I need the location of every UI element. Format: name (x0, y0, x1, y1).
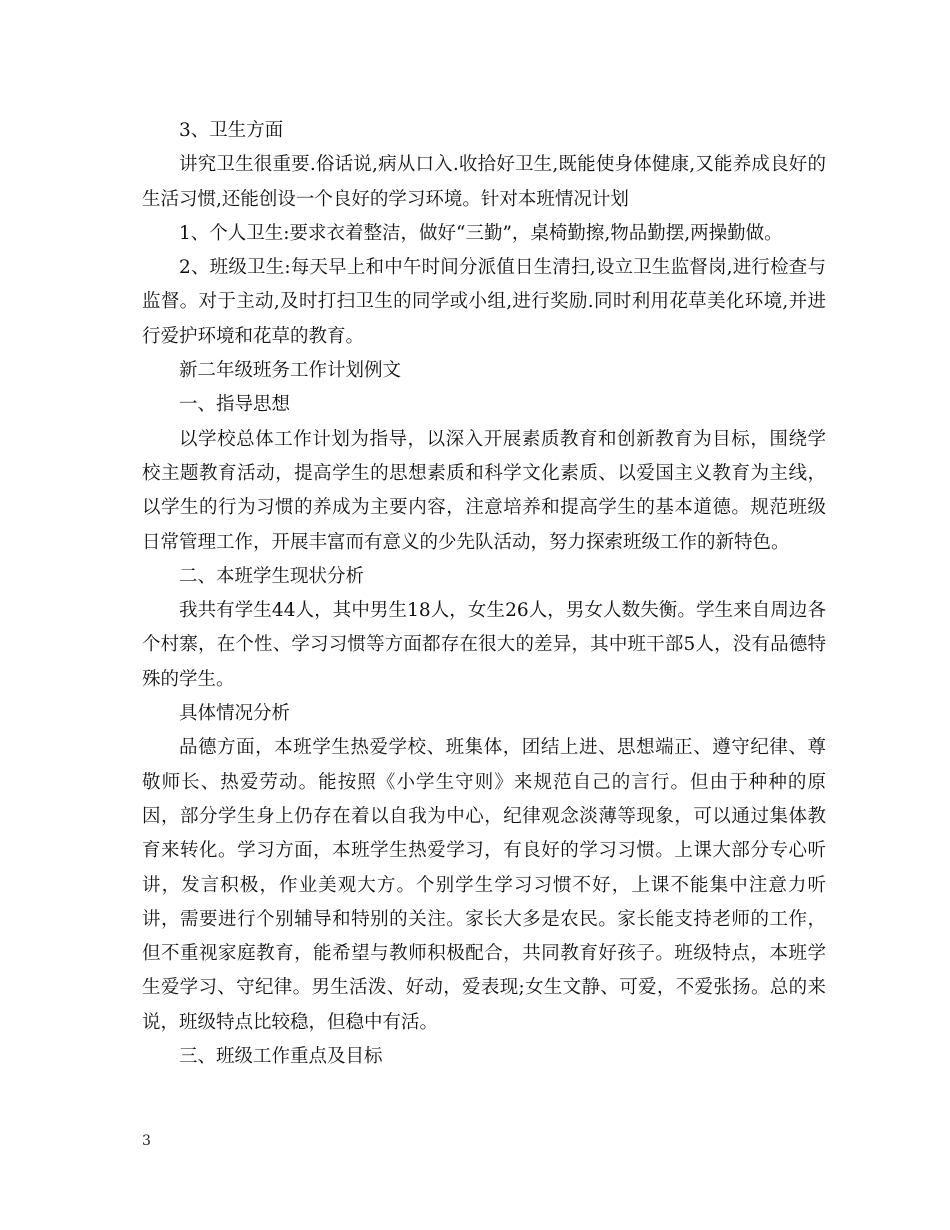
paragraph-guiding-thought: 以学校总体工作计划为指导，以深入开展素质教育和创新教育为目标，围绕学校主题教育活动，提高学生的思想素质和科学文化素质、以爱国主义教育为主线，以学生的行为习惯的养成为主要内容，注意培养和提高学生的基本道德。规范班级日常管理工作，开展丰富而有意义的少先队活动，努力探索班级工作的新特色。 (142, 428, 826, 553)
paragraph-hygiene-intro: 讲究卫生很重要.俗话说,病从口入.收拾好卫生,既能使身体健康,又能养成良好的生活习惯,还能创设一个良好的学习环境。针对本班情况计划 (142, 154, 826, 210)
page-number: 3 (142, 1133, 151, 1149)
document-title: 新二年级班务工作计划例文 (179, 360, 402, 382)
section-heading-detailed-analysis: 具体情况分析 (179, 703, 291, 725)
section-heading-hygiene: 3、卫生方面 (179, 120, 284, 141)
section-heading-guiding-thought: 一、指导思想 (179, 394, 291, 416)
paragraph-class-hygiene: 2、班级卫生:每天早上和中午时间分派值日生清扫,设立卫生监督岗,进行检查与监督。对于主动,及时打扫卫生的同学或小组,进行奖励.同时利用花草美化环境,并进行爱护环境和花草的教育。 (142, 257, 826, 347)
paragraph-detailed-analysis: 品德方面，本班学生热爱学校、班集体，团结上进、思想端正、遵守纪律、尊敬师长、热爱劳动。能按照《小学生守则》来规范自己的言行。但由于种种的原因，部分学生身上仍存在着以自我为中心，纪律观念淡薄等现象，可以通过集体教育来转化。学习方面，本班学生热爱学习，有良好的学习习惯。上课大部分专心听讲，发言积极，作业美观大方。个别学生学习习惯不好，上课不能集中注意力听讲，需要进行个别辅导和特别的关注。家长大多是农民。家长能支持老师的工作，但不重视家庭教育，能希望与教师积极配合，共同教育好孩子。班级特点，本班学生爱学习、守纪律。男生活泼、好动，爱表现;女生文静、可爱，不爱张扬。总的来说，班级特点比较稳，但稳中有活。 (142, 737, 826, 1033)
paragraph-student-count: 我共有学生44人，其中男生18人，女生26人，男女人数失衡。学生来自周边各个村寨，在个性、学习习惯等方面都存在很大的差异，其中班干部5人，没有品德特殊的学生。 (142, 600, 826, 690)
section-heading-status-analysis: 二、本班学生现状分析 (179, 565, 365, 587)
section-heading-work-focus: 三、班级工作重点及目标 (179, 1046, 383, 1068)
document-body (142, 114, 826, 1074)
paragraph-personal-hygiene: 1、个人卫生:要求衣着整洁，做好“三勤”，桌椅勤擦,物品勤摆,两操勤做。 (179, 222, 783, 244)
